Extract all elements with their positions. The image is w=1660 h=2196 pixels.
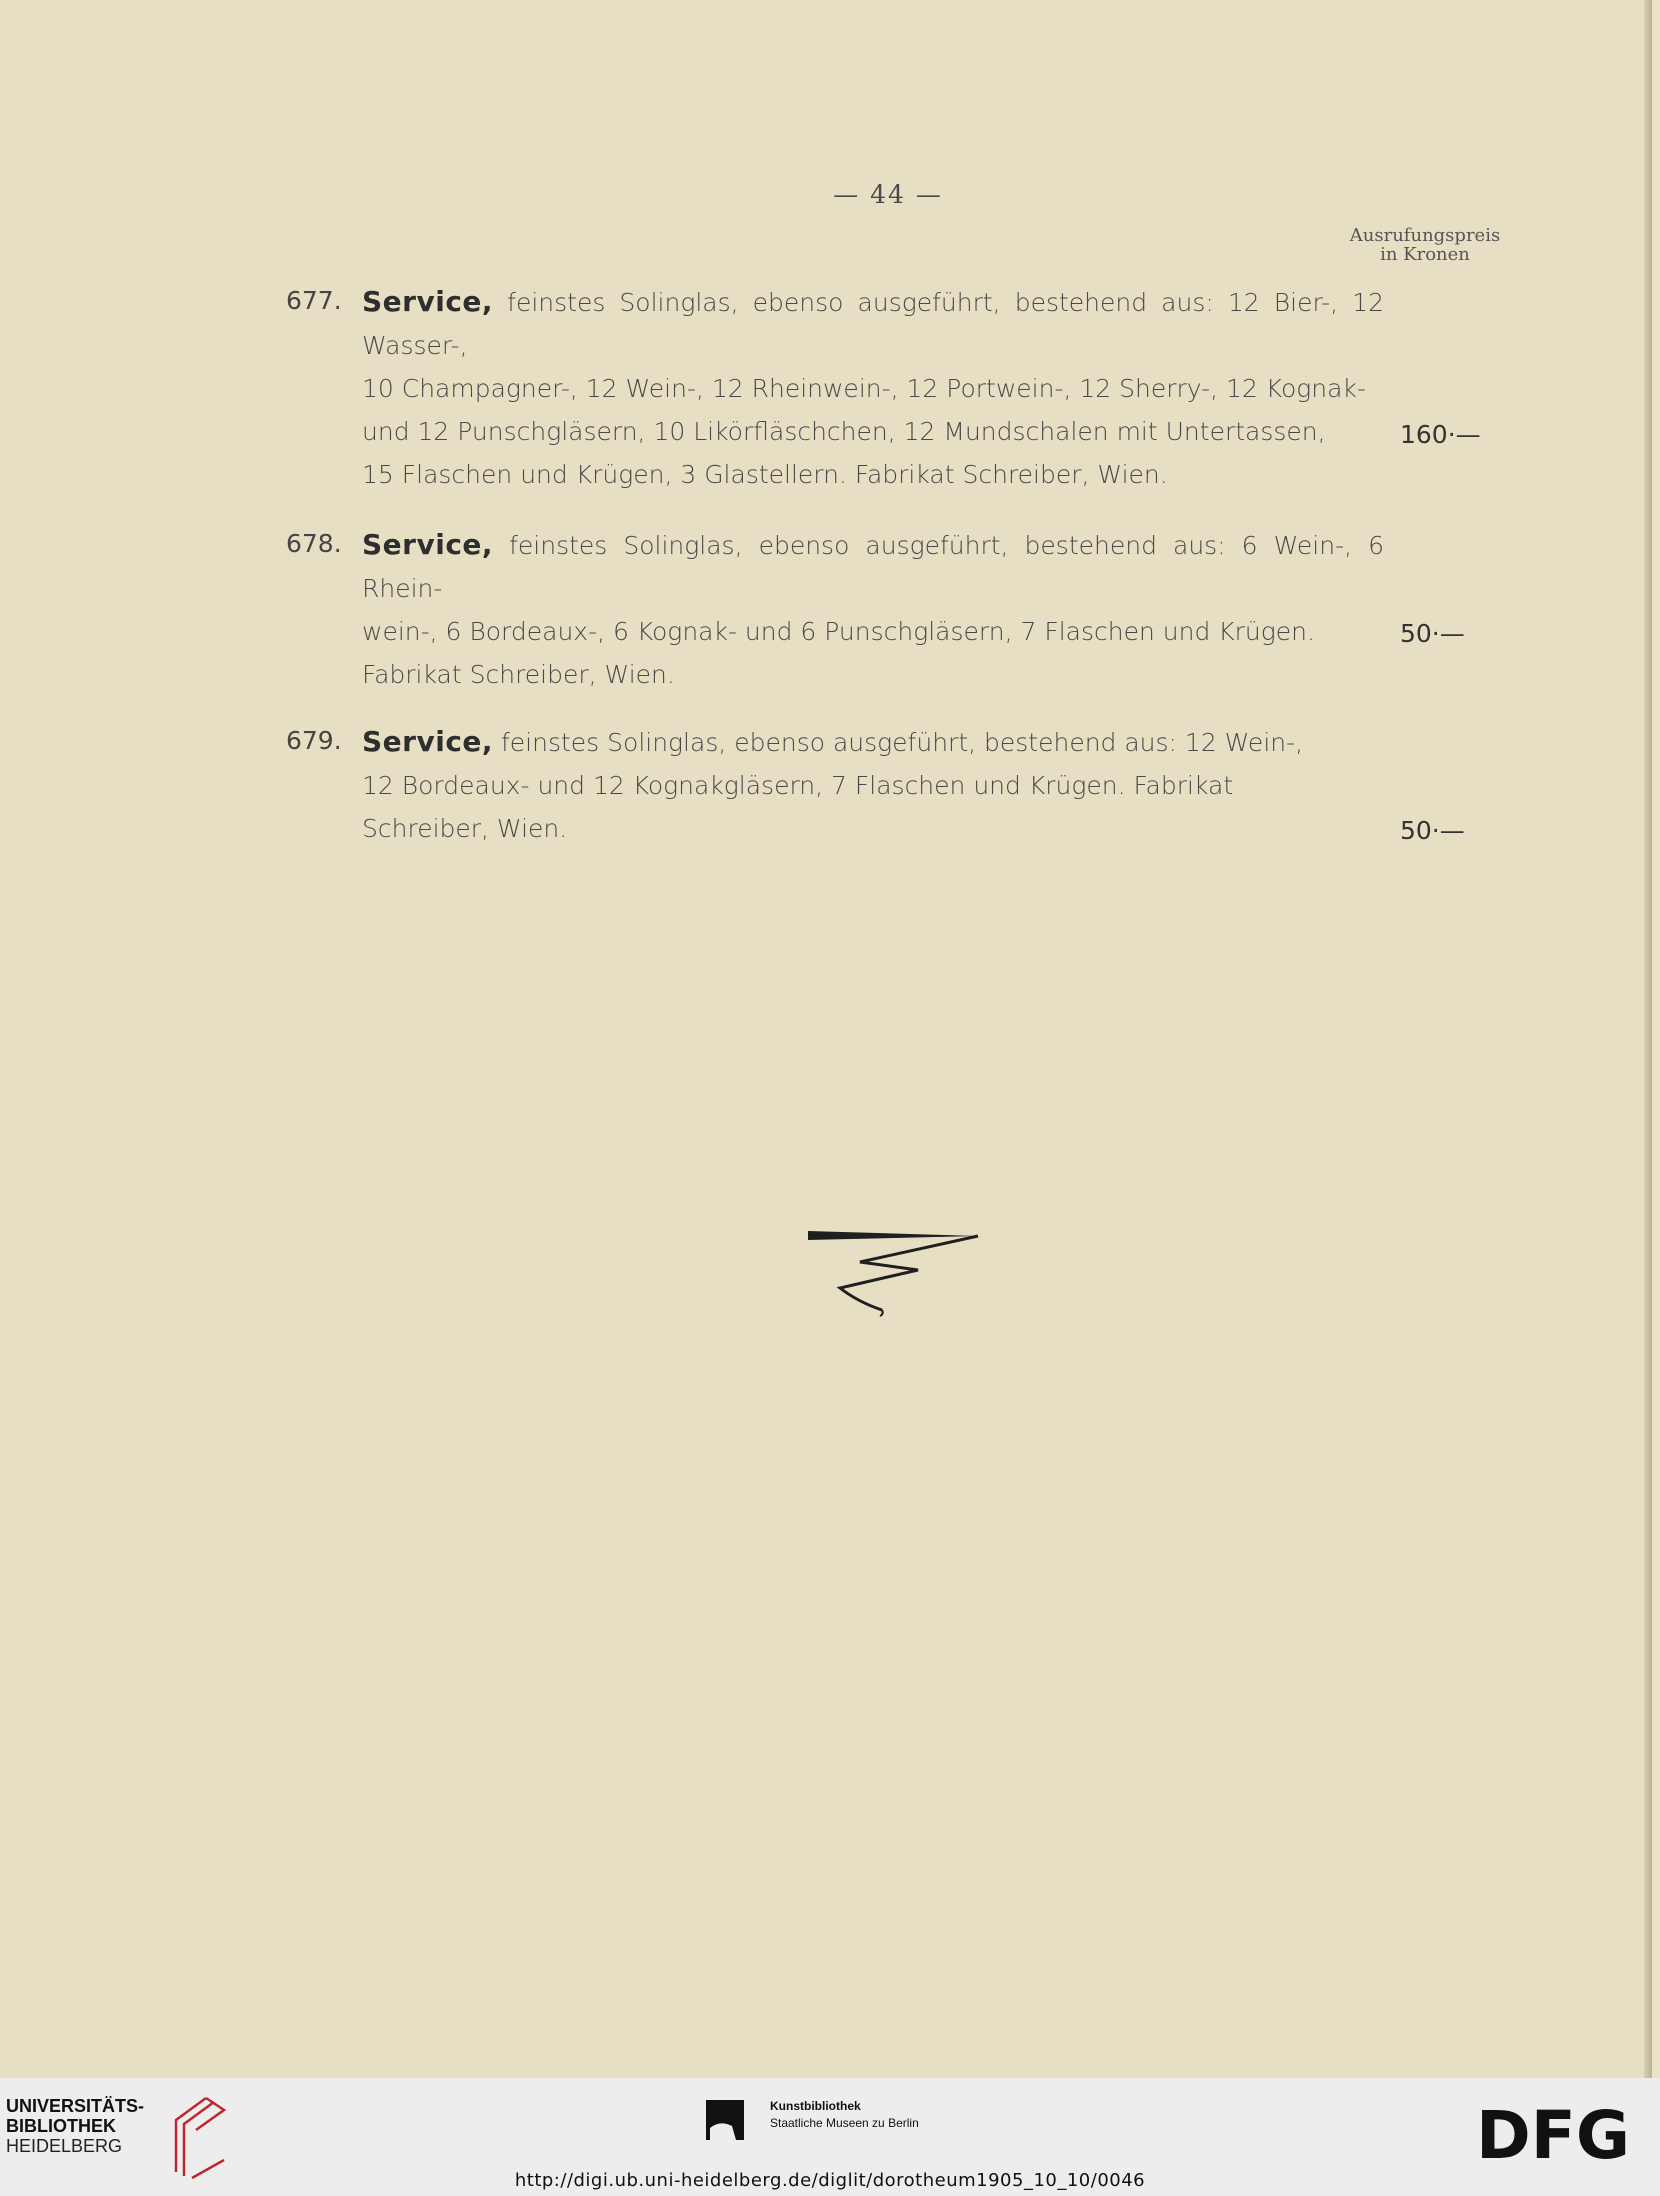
entry-line: und 12 Punschgläsern, 10 Likörfläschchen, 12 Mundschalen mit Untertassen, (362, 417, 1326, 446)
entry-number: 679. (286, 726, 342, 755)
kunstbibliothek-logo-icon (706, 2100, 744, 2140)
entry-text (362, 523, 1384, 696)
library-name-line2: BIBLIOTHEK (6, 2116, 116, 2136)
entry-line: wein-, 6 Bordeaux-, 6 Kognak- und 6 Punschgläsern, 7 Flaschen und Krügen. (362, 617, 1315, 646)
entry-title: Service, (362, 285, 494, 318)
ub-heidelberg-mark-icon (166, 2090, 232, 2180)
kunstbibliothek-label[interactable] (770, 2098, 919, 2132)
entry-title: Service, (362, 528, 494, 561)
kunstbibliothek-name: Kunstbibliothek (770, 2099, 861, 2113)
heidelberg-library-logo[interactable] (6, 2096, 144, 2156)
entry-line: 10 Champagner-, 12 Wein-, 12 Rheinwein-, 12 Portwein-, 12 Sherry-, 12 Kognak- (362, 374, 1366, 403)
page-edge (1644, 0, 1652, 2078)
entry-line: feinstes Solinglas, ebenso ausgeführt, bestehend aus: 6 Wein-, 6 Rhein- (362, 531, 1384, 603)
entry-line: 12 Bordeaux- und 12 Kognakgläsern, 7 Flaschen und Krügen. Fabrikat (362, 771, 1234, 800)
entry-price: 160·— (1400, 420, 1481, 449)
entry-price: 50·— (1400, 816, 1465, 845)
entry-line: feinstes Solinglas, ebenso ausgeführt, bestehend aus: 12 Wein-, (501, 728, 1304, 757)
price-header-line1: Ausrufungspreis (1349, 225, 1501, 246)
page-number: — 44 — (833, 180, 943, 209)
entry-number: 678. (286, 529, 342, 558)
page-url[interactable]: http://digi.ub.uni-heidelberg.de/diglit/dorotheum1905_10_10/0046 (514, 2170, 1146, 2191)
entry-line: Fabrikat Schreiber, Wien. (362, 660, 675, 689)
price-header-line2: in Kronen (1380, 244, 1470, 265)
end-ornament-icon (800, 1222, 990, 1318)
entry-line: Schreiber, Wien. (362, 814, 568, 843)
entry-text (362, 720, 1384, 850)
entry-line: feinstes Solinglas, ebenso ausgeführt, bestehend aus: 12 Bier-, 12 Wasser-, (362, 288, 1384, 360)
price-column-header (1300, 226, 1520, 264)
dfg-logo[interactable] (1476, 2100, 1636, 2166)
entry-price: 50·— (1400, 619, 1465, 648)
library-name-line3: HEIDELBERG (6, 2136, 123, 2156)
library-name-line1: UNIVERSITÄTS- (6, 2096, 145, 2116)
entry-title: Service, (362, 725, 494, 758)
entry-text (362, 280, 1384, 496)
dfg-logo-text: DFG (1476, 2100, 1631, 2166)
entry-number: 677. (286, 286, 342, 315)
kunstbibliothek-subtitle: Staatliche Museen zu Berlin (770, 2116, 919, 2130)
entry-line: 15 Flaschen und Krügen, 3 Glastellern. Fabrikat Schreiber, Wien. (362, 460, 1168, 489)
